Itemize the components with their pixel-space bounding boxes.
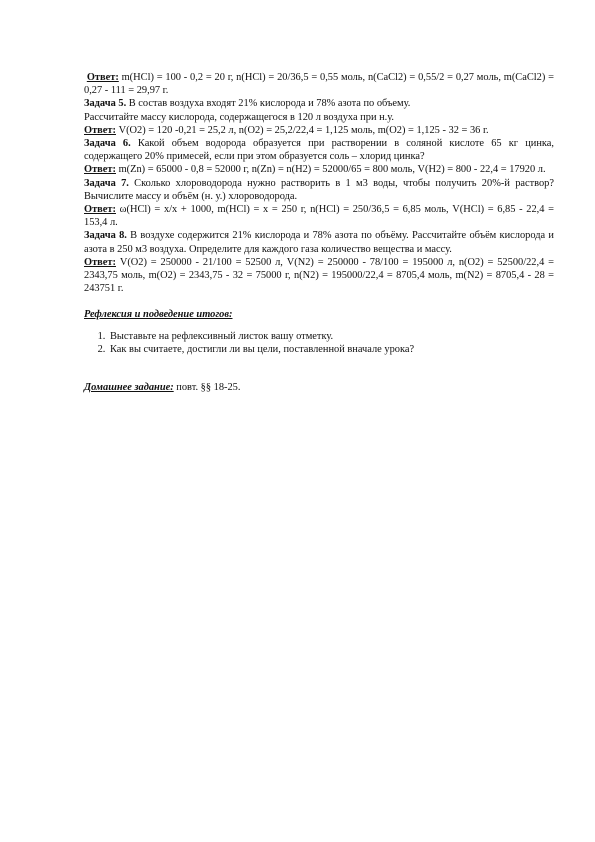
reflection-list	[84, 330, 554, 356]
task-5-question: Рассчитайте массу кислорода, содержащегося в 120 л воздуха при н.у.	[84, 111, 395, 123]
reflection-title-text: Рефлексия и подведение итогов:	[84, 309, 233, 321]
reflection-title	[84, 308, 554, 321]
answer-label: Ответ:	[84, 164, 116, 176]
task-7-text: Сколько хлороводорода нужно растворить в 1 м3 воды, чтобы получить 20%-й раствор? Вычислите массу и объём (н. у.) хлороводорода.	[84, 177, 554, 202]
reflection-item: 1. Выставьте на рефлексивный листок вашу отметку.	[108, 330, 554, 343]
task-8-text: В воздухе содержится 21% кислорода и 78% азота по объёму. Рассчитайте объём кислорода и азота в 250 м3 воздуха. Определите для каждого газа количество вещества и массу.	[84, 230, 554, 255]
answer-text: m(HCl) = 100 - 0,2 = 20 г, n(HCl) = 20/36,5 = 0,55 моль, n(CaCl2) = 0,55/2 = 0,27 моль, m(CaCl2) = 0,27 - 111 = 29,97 г.	[84, 72, 554, 97]
spacer	[84, 356, 554, 369]
answer-label: Ответ:	[86, 72, 119, 83]
task-5-label: Задача 5.	[84, 98, 127, 110]
answer-label: Ответ:	[84, 256, 116, 268]
spacer	[84, 295, 554, 308]
task-5-text: В состав воздуха входят 21% кислорода и 78% азота по объему.	[126, 98, 411, 110]
homework-label: Домашнее задание:	[84, 382, 174, 394]
answer-label: Ответ:	[84, 204, 116, 216]
document-body	[84, 71, 554, 394]
task-7-answer	[84, 203, 554, 229]
reflection-item: 2. Как вы считаете, достигли ли вы цели, поставленной вначале урока?	[108, 343, 554, 356]
homework-paragraph	[84, 381, 554, 394]
task-5-answer	[84, 124, 554, 137]
task-7-paragraph	[84, 177, 554, 203]
task-6-label: Задача 6.	[84, 138, 131, 150]
task-6-paragraph	[84, 137, 554, 163]
homework-text: повт. §§ 18-25.	[173, 382, 241, 394]
answer-text: V(O2) = 250000 - 21/100 = 52500 л, V(N2) = 250000 - 78/100 = 195000 л, n(O2) = 52500/22,4 = 2343,75 моль, m(O2) = 2343,75 - 32 = 75000 г, n(N2) = 195000/22,4 = 8705,4 моль, m(N2) = 8705,4 - 28 = 243751 г.	[84, 256, 554, 295]
answer-label: Ответ:	[84, 124, 116, 136]
task-5-paragraph	[84, 97, 554, 110]
answer-paragraph	[84, 71, 554, 97]
answer-text: V(O2) = 120 -0,21 = 25,2 л, n(O2) = 25,2/22,4 = 1,125 моль, m(O2) = 1,125 - 32 = 36 г.	[115, 124, 489, 136]
task-8-label: Задача 8.	[84, 230, 127, 242]
task-6-text: Какой объем водорода образуется при растворении в соляной кислоте 65 кг цинка, содержащего 20% примесей, если при этом образуется соль – хлорид цинка?	[84, 138, 554, 163]
task-8-answer	[84, 256, 554, 296]
answer-text: ω(HCl) = x/x + 1000, m(HCl) = x = 250 г, n(HCl) = 250/36,5 = 6,85 моль, V(HCl) = 6,85 - 22,4 = 153,4 л.	[84, 204, 554, 229]
task-8-paragraph	[84, 229, 554, 255]
answer-text: m(Zn) = 65000 - 0,8 = 52000 г, n(Zn) = n(H2) = 52000/65 = 800 моль, V(H2) = 800 - 22,4 = 17920 л.	[115, 164, 546, 176]
task-6-answer	[84, 163, 554, 176]
task-7-label: Задача 7.	[84, 177, 129, 189]
spacer	[84, 369, 554, 381]
